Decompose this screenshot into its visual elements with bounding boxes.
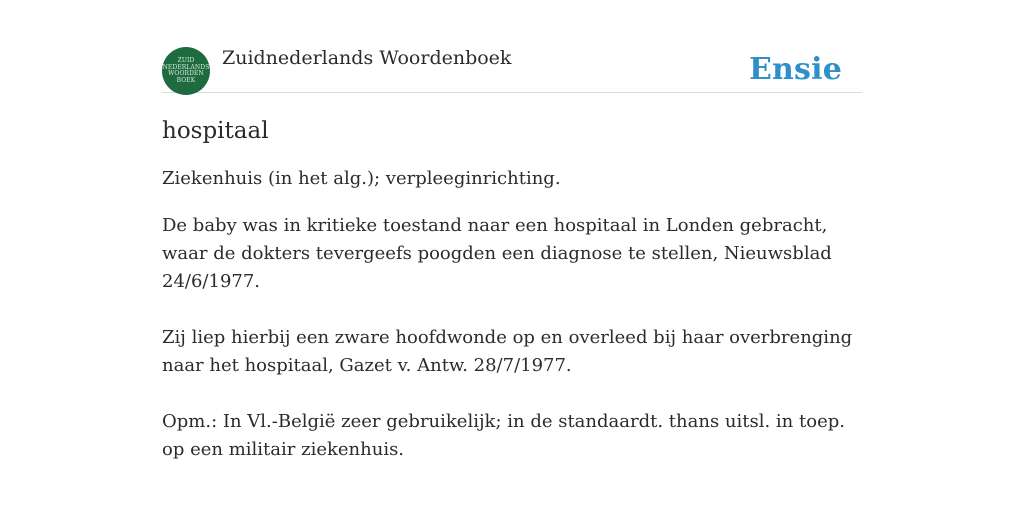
usage-note: Opm.: In Vl.-België zeer gebruikelijk; in de standaardt. thans uitsl. in toep. op een militair ziekenhuis. [162,411,845,460]
logo-line: ZUID [177,57,195,64]
logo-line: BOEK [176,76,196,84]
logo-line: NEDERLANDS [162,63,210,71]
page-title: hospitaal [162,118,269,144]
example-paragraph: Zij liep hierbij een zware hoofdwonde op en overleed bij haar overbrenging naar het hospitaal, Gazet v. Antw. 28/7/1977. [162,327,853,376]
logo-line: WOORDEN [168,70,204,77]
source-logo[interactable] [162,47,210,95]
entry-card [162,46,862,492]
brand-logo[interactable]: Ensie [748,52,842,87]
definition: Ziekenhuis (in het alg.); verpleeginrichting. [162,168,561,189]
header [162,46,862,93]
example-paragraph: De baby was in kritieke toestand naar een hospitaal in Londen gebracht, waar de dokters tevergeefs poogden een diagnose te stellen, Nieuwsblad 24/6/1977. [162,215,832,292]
examples [162,212,862,464]
source-title[interactable]: Zuidnederlands Woordenboek [222,47,512,69]
